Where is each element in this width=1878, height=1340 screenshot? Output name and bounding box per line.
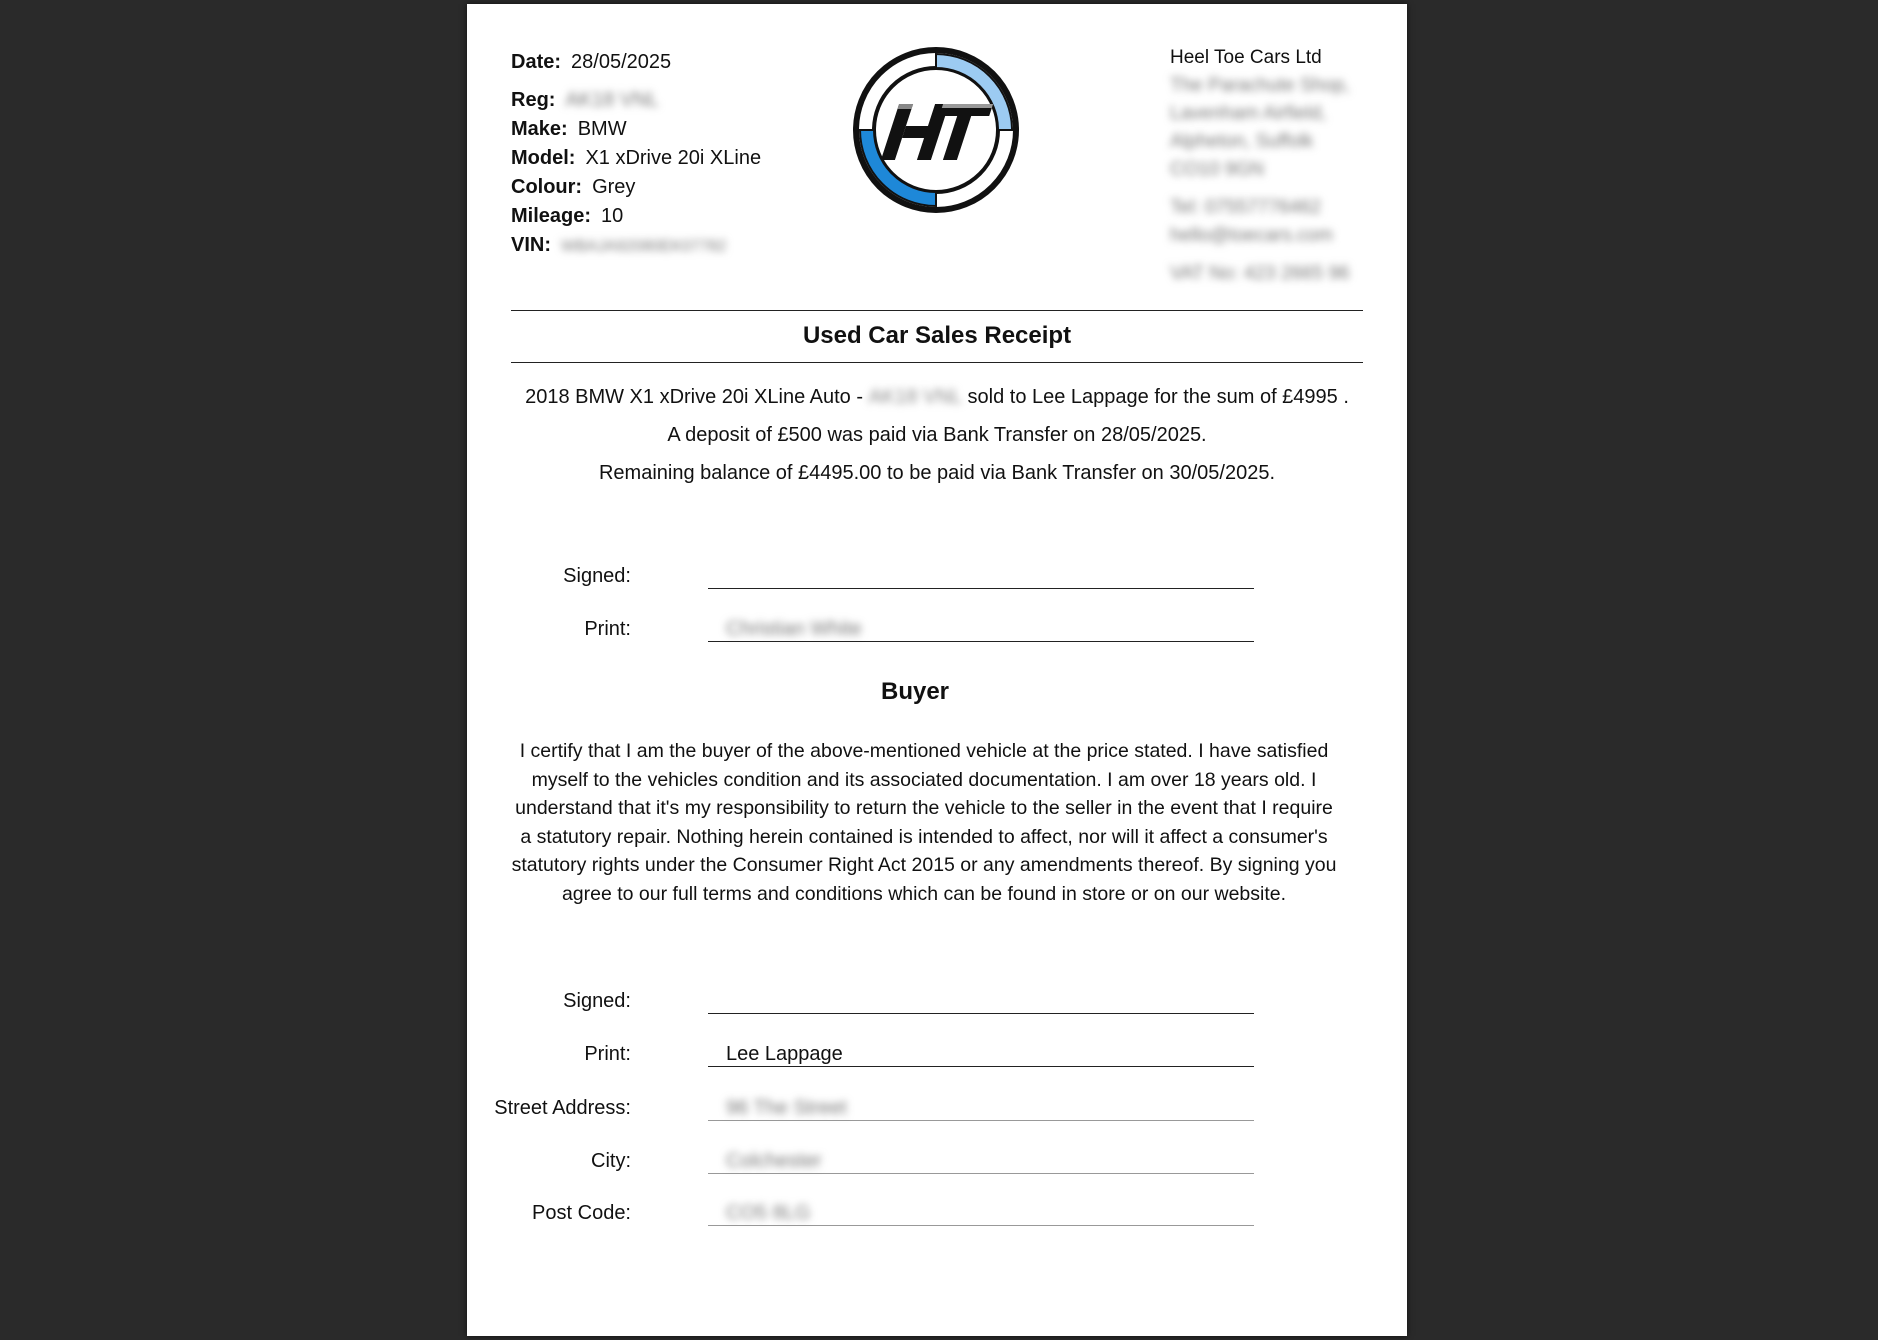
date-label: Date: [511, 51, 562, 73]
buyer-certify-text: I certify that I am the buyer of the above-mentioned vehicle at the price stated. I have satisfied myself to the vehicles condition and its associated documentation. I am over 18 years old. I understand that it's my responsibility to return the vehicle to the seller in the event that I require a statutory repair. Nothing herein contained is intended to affect, nor will it affect a consumer's statutory rights under the Consumer Right Act 2015 or any amendments thereof. By signing you agree to our full terms and conditions which can be found in store or on our website. [511, 740, 1337, 905]
sale-line-1-pre: 2018 BMW X1 xDrive 20i XLine Auto - [525, 386, 869, 408]
buyer-postcode-line[interactable] [708, 1198, 1254, 1226]
vin-label: VIN: [511, 234, 551, 256]
buyer-postcode-field [511, 1198, 1311, 1232]
vin-row [511, 231, 761, 260]
mileage-row [511, 202, 761, 231]
company-name: Heel Toe Cars Ltd [1170, 47, 1322, 68]
buyer-street-label: Street Address: [494, 1097, 631, 1119]
buyer-print-label: Print: [584, 1043, 631, 1065]
make-row [511, 115, 761, 144]
sale-line-1 [511, 378, 1363, 416]
receipt-title: Used Car Sales Receipt [802, 322, 1072, 349]
colour-row [511, 173, 761, 202]
company-address-2: Lavenham Airfield, [1170, 103, 1327, 124]
seller-print-field [511, 614, 1311, 648]
model-value: X1 xDrive 20i XLine [585, 147, 762, 169]
company-details [1170, 44, 1350, 288]
buyer-signed-line[interactable] [708, 986, 1254, 1014]
company-logo [852, 46, 1020, 214]
buyer-title: Buyer [880, 678, 950, 705]
company-address-4: CO10 9GN [1170, 159, 1264, 180]
seller-signed-line[interactable] [708, 561, 1254, 589]
model-row [511, 144, 761, 173]
divider-bottom [511, 362, 1363, 363]
seller-print-line[interactable] [708, 614, 1254, 642]
company-vat: VAT No: 423 2665 96 [1170, 263, 1350, 284]
colour-label: Colour: [511, 176, 583, 198]
sale-line-1-reg-redacted: AK18 VNL [868, 386, 962, 408]
buyer-postcode-value-redacted: CO5 8LG [726, 1202, 811, 1224]
make-value: BMW [577, 118, 627, 140]
company-address-3: Alpheton, Suffolk [1170, 131, 1314, 152]
buyer-street-value-redacted: 96 The Street [726, 1097, 847, 1119]
reg-row [511, 86, 761, 115]
buyer-city-line[interactable] [708, 1146, 1254, 1174]
buyer-signed-field [511, 986, 1311, 1020]
company-address-1: The Parachute Shop, [1170, 75, 1350, 96]
sale-line-2: A deposit of £500 was paid via Bank Transfer on 28/05/2025. [667, 424, 1207, 446]
buyer-city-label: City: [591, 1150, 631, 1172]
company-tel: Tel: 07557776462 [1170, 197, 1322, 218]
seller-signed-field [511, 561, 1311, 595]
mileage-label: Mileage: [511, 205, 592, 227]
make-label: Make: [511, 118, 568, 140]
buyer-print-field [511, 1039, 1311, 1073]
buyer-street-field [494, 1093, 1311, 1127]
buyer-street-line[interactable] [708, 1093, 1254, 1121]
sale-line-3: Remaining balance of £4495.00 to be paid via Bank Transfer on 30/05/2025. [598, 462, 1276, 484]
buyer-postcode-label: Post Code: [532, 1202, 631, 1224]
colour-value: Grey [592, 176, 636, 198]
buyer-city-field [511, 1146, 1311, 1180]
buyer-print-line[interactable]: Lee Lappage [708, 1039, 1254, 1067]
sale-summary [511, 378, 1363, 492]
seller-signed-label: Signed: [563, 565, 631, 587]
sale-line-1-post: sold to Lee Lappage for the sum of £4995 . [961, 386, 1349, 408]
model-label: Model: [511, 147, 576, 169]
mileage-value: 10 [601, 205, 624, 227]
seller-print-value-redacted: Christian White [726, 618, 862, 640]
divider-top [511, 310, 1363, 311]
receipt-page [467, 4, 1407, 1336]
vehicle-details [511, 48, 761, 260]
vin-value-redacted: WBAJA92080EK07782 [561, 238, 727, 255]
date-value: 28/05/2025 [571, 51, 672, 73]
date-row [511, 48, 761, 77]
reg-value-redacted: AK18 VNL [565, 89, 659, 111]
seller-print-label: Print: [584, 618, 631, 640]
company-email: hello@toecars.com [1170, 225, 1333, 246]
buyer-signed-label: Signed: [563, 990, 631, 1012]
buyer-city-value-redacted: Colchester [726, 1150, 822, 1172]
reg-label: Reg: [511, 89, 556, 111]
